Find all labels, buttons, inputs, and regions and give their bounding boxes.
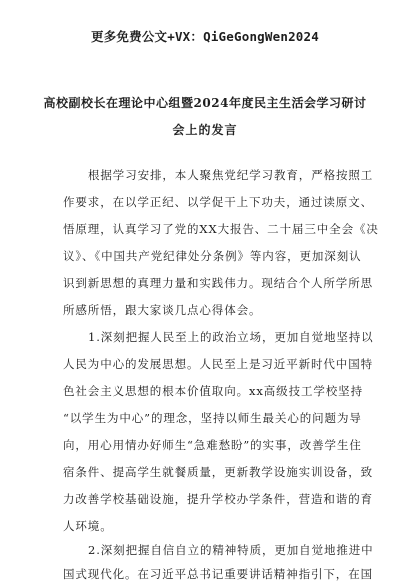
paragraph-line: 国式现代化。在习近平总书记重要讲话精神指引下，在国 <box>63 567 373 581</box>
paragraph-line: 人环境。 <box>63 519 113 533</box>
document-title: 高校副校长在理论中心组暨2024年度民主生活会学习研讨 <box>43 96 367 110</box>
paragraph-line: 悟原理，认真学习了党的XX大报告、二十届三中全会《决 <box>63 222 379 236</box>
paragraph-line: “以学生为中心”的理念，坚持以师生最关心的问题为导 <box>63 411 362 425</box>
paragraph-line: 作要求，在以学正纪、以学促干上下功夫，通过读原文、 <box>63 195 373 209</box>
paragraph-line: 1.深刻把握人民至上的政治立场，更加自觉地坚持以 <box>88 330 374 344</box>
paragraph-line: 色社会主义思想的根本价值取向。xx高级技工学校坚持 <box>63 384 363 398</box>
paragraph-line: 议》、《中国共产党纪律处分条例》等内容，更加深刻认 <box>63 249 362 263</box>
paragraph-line: 根据学习安排，本人聚焦党纪学习教育，严格按照工 <box>88 168 374 182</box>
document-subtitle: 会上的发言 <box>172 123 238 137</box>
paragraph-line: 向，用心用情办好师生“急难愁盼”的实事，改善学生住 <box>63 438 362 452</box>
paragraph-line: 力改善学校基础设施，提升学校办学条件，营造和谐的育 <box>63 492 373 506</box>
promo-header: 更多免费公文+VX：QiGeGongWen2024 <box>91 29 319 44</box>
paragraph-line: 人民为中心的发展思想。人民至上是习近平新时代中国特 <box>63 357 373 371</box>
paragraph-line: 2.深刻把握自信自立的精神特质，更加自觉地推进中 <box>88 543 374 557</box>
paragraph-line: 识到新思想的真理力量和实践伟力。现结合个人所学所思 <box>63 276 373 290</box>
paragraph-line: 宿条件、提高学生就餐质量，更新教学设施实训设备，致 <box>63 465 373 479</box>
paragraph-line: 所感所悟，跟大家谈几点心得体会。 <box>63 303 262 317</box>
